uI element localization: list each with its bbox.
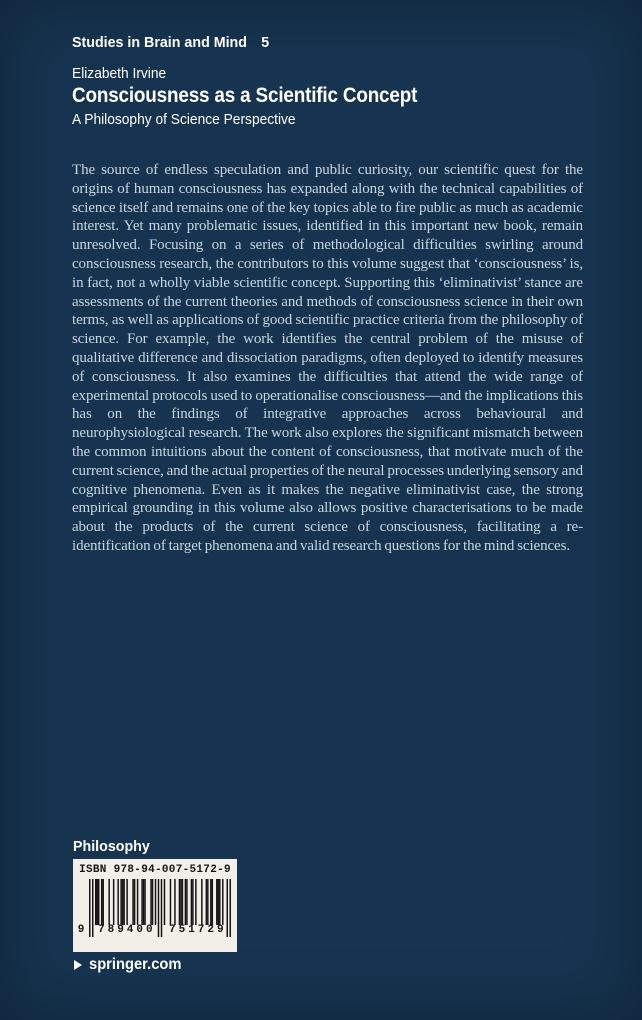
- barcode-digits-left-group: 789400: [98, 924, 156, 936]
- book-title: Consciousness as a Scientific Concept: [72, 84, 418, 107]
- barcode-digits-right-group: 751729: [169, 924, 227, 936]
- isbn-number: ISBN 978-94-007-5172-9: [79, 864, 231, 876]
- barcode-digit-first: 9: [77, 924, 85, 936]
- isbn-barcode-box: [73, 859, 237, 952]
- back-cover-blurb: The source of endless speculation and public curiosity, our scientific quest for the origins of human consciousness has expanded along with the technical capabilities of science itself and remains one of the key topics able to fire public as much as academic interest. Yet many problematic issues, identified in this important new book, remain unresolved. Focusing on a series of methodological difficulties swirling around consciousness research, the contributors to this volume suggest that ‘consciousness’ is, in fact, not a wholly viable scientific concept. Supporting this ‘eliminativist’ stance are assessments of the current theories and methods of consciousness science in their own terms, as well as applications of good scientific practice criteria from the philosophy of science. For example, the work identifies the central problem of the misuse of qualitative difference and dissociation paradigms, often deployed to identify measures of consciousness. It also examines the difficulties that attend the wide range of experimental protocols used to operationalise consciousness—and the implications this has on the findings of integrative approaches across behavioural and neurophysiological research. The work also explores the significant mismatch between the common intuitions about the content of consciousness, that motivate much of the current science, and the actual properties of the neural processes underlying sensory and cognitive phenomena. Even as it makes the negative eliminativist case, the strong empirical grounding in this volume also allows positive characterisations to be made about the products of the current science of consciousness, facilitating a re-identification of target phenomena and valid research questions for the mind sciences.: [72, 162, 583, 554]
- book-subtitle: A Philosophy of Science Perspective: [72, 112, 296, 128]
- series-title: [72, 34, 269, 51]
- publisher-url: springer.com: [89, 956, 182, 973]
- publisher-footer: [74, 956, 186, 974]
- arrow-right-icon: [74, 960, 82, 970]
- series-volume-number: 5: [261, 34, 270, 51]
- ean13-barcode: [77, 879, 231, 937]
- series-name: Studies in Brain and Mind: [72, 34, 247, 51]
- author-name: Elizabeth Irvine: [72, 66, 167, 82]
- category-label: Philosophy: [73, 838, 150, 855]
